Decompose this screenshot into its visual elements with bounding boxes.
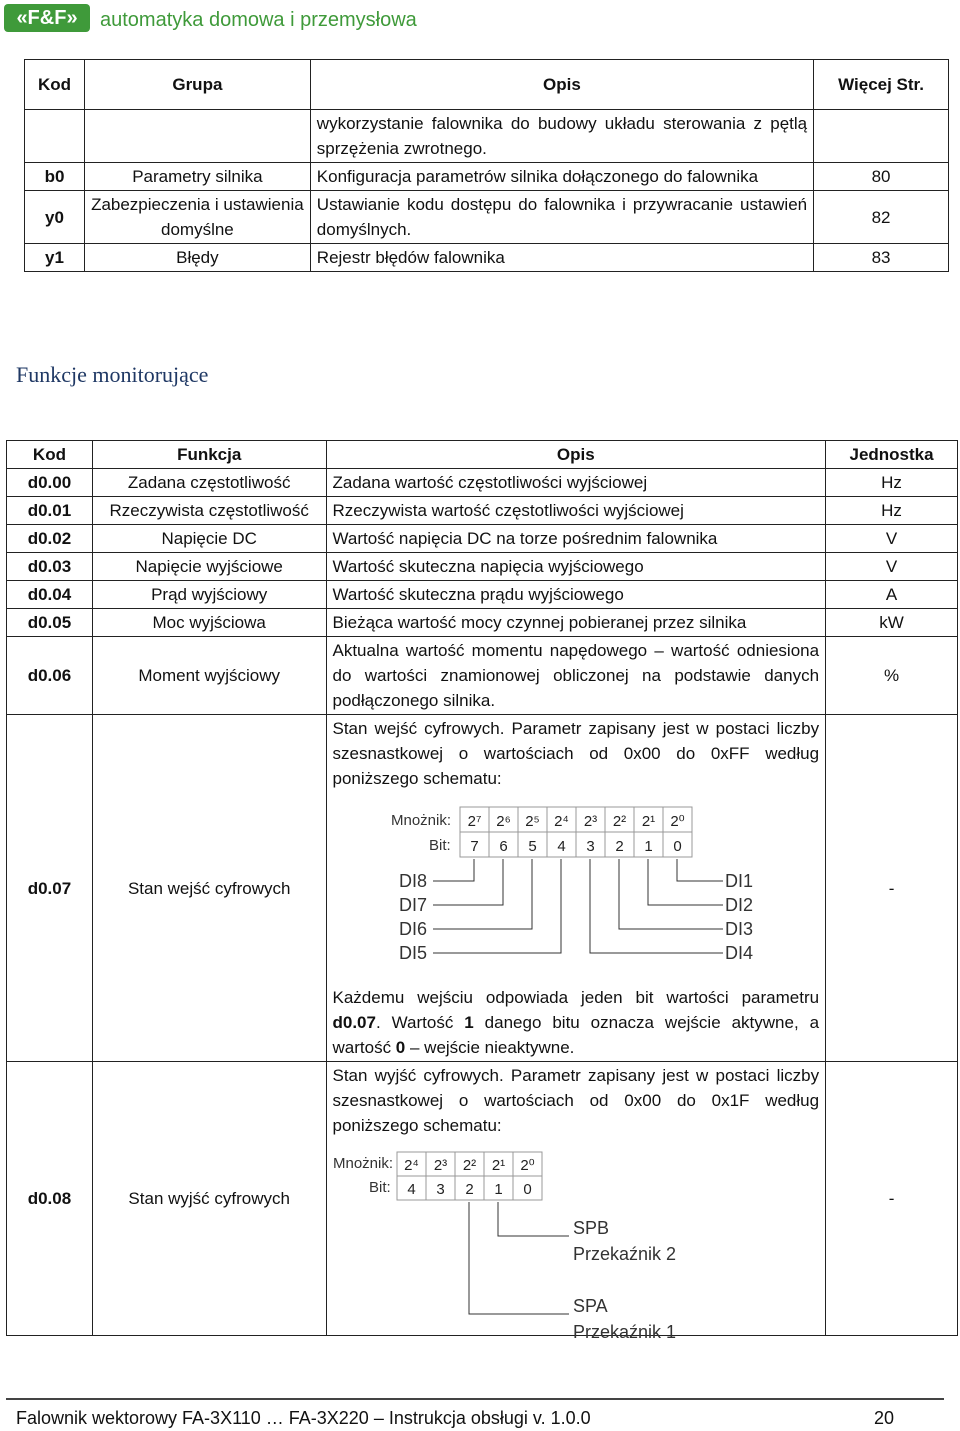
d007-intro: Stan wejść cyfrowych. Parametr zapisany jest w postaci liczby szesnastkowej o wartościach od 0x00 do 0xFF według poniższego schematu: — [332, 719, 820, 788]
monitoring-functions-table — [6, 440, 958, 1342]
table-row — [25, 110, 949, 163]
multiplier-label: Mnożnik: — [390, 812, 451, 829]
bit-value: 6 — [498, 838, 508, 855]
table-row — [7, 469, 958, 497]
header-more-page: Więcej Str. — [814, 60, 949, 110]
row-jednostka: Hz — [826, 469, 958, 497]
input-label: DI1 — [724, 871, 753, 891]
row-opis: Wartość skuteczna prądu wyjściowego — [326, 581, 826, 609]
multiplier-value: 2³ — [433, 1157, 447, 1174]
table-row-d007 — [7, 715, 958, 1062]
header-kod: Kod — [7, 441, 93, 469]
table-row — [7, 525, 958, 553]
row-funkcja: Napięcie wyjściowe — [92, 553, 326, 581]
d007-outro-one: 1 — [464, 1013, 474, 1032]
row-opis: Wartość skuteczna napięcia wyjściowego — [326, 553, 826, 581]
footer-page-number: 20 — [874, 1408, 895, 1428]
d007-outro-part: – wejście nieaktywne. — [405, 1038, 575, 1057]
input-label: DI2 — [724, 895, 753, 915]
row-page — [814, 110, 949, 163]
bit-value: 0 — [522, 1181, 532, 1198]
row-funkcja: Zadana częstotliwość — [92, 469, 326, 497]
input-label: DI6 — [398, 919, 427, 939]
footer-text: Falownik wektorowy FA-3X110 … FA-3X220 – Instrukcja obsługi v. 1.0.0 — [16, 1408, 591, 1428]
digital-inputs-bit-diagram — [333, 805, 753, 975]
row-funkcja: Prąd wyjściowy — [92, 581, 326, 609]
row-funkcja: Stan wyjść cyfrowych — [92, 1062, 326, 1336]
row-opis — [326, 1062, 826, 1342]
row-kod: d0.04 — [7, 581, 93, 609]
bit-value: 0 — [672, 838, 682, 855]
table-row — [7, 581, 958, 609]
d007-outro-part: danego bitu oznacza wejście aktywne, a wartość — [332, 1013, 820, 1057]
table-row — [25, 163, 949, 191]
input-label: DI3 — [724, 919, 753, 939]
parameter-groups-table — [24, 59, 949, 272]
table-row — [25, 191, 949, 244]
row-kod — [25, 110, 85, 163]
row-kod: y0 — [25, 191, 85, 244]
row-opis: Aktualna wartość momentu napędowego – wartość odniesiona do wartości znamionowej obliczonej na podstawie danych podłączonego silnika. — [326, 637, 826, 715]
bit-value: 1 — [643, 838, 653, 855]
bit-value: 4 — [556, 838, 566, 855]
table-header-row — [25, 60, 949, 110]
input-label: DI5 — [398, 943, 427, 963]
header-opis: Opis — [326, 441, 826, 469]
row-opis: Rejestr błędów falownika — [310, 244, 813, 272]
d007-outro-zero: 0 — [395, 1038, 406, 1057]
company-logo: «F&F» — [4, 4, 90, 32]
multiplier-value: 2¹ — [641, 813, 655, 830]
header-funkcja: Funkcja — [92, 441, 326, 469]
row-jednostka: Hz — [826, 497, 958, 525]
row-opis: Bieżąca wartość mocy czynnej pobieranej przez silnika — [326, 609, 826, 637]
row-grupa: Parametry silnika — [84, 163, 310, 191]
header-grupa: Grupa — [84, 60, 310, 110]
row-page: 80 — [814, 163, 949, 191]
multiplier-value: 2⁰ — [669, 813, 685, 830]
multiplier-value: 2⁵ — [524, 813, 540, 830]
output-label: SPA — [572, 1296, 608, 1316]
multiplier-value: 2⁴ — [403, 1157, 419, 1174]
header-opis: Opis — [310, 60, 813, 110]
table-row — [7, 553, 958, 581]
row-opis — [326, 715, 826, 1062]
row-opis: Rzeczywista wartość częstotliwości wyjściowej — [326, 497, 826, 525]
row-funkcja: Moc wyjściowa — [92, 609, 326, 637]
bit-label: Bit: — [368, 1179, 391, 1196]
row-jednostka: % — [826, 637, 958, 715]
multiplier-value: 2⁷ — [467, 813, 481, 830]
multiplier-value: 2² — [612, 813, 626, 830]
bit-label: Bit: — [428, 837, 451, 854]
input-label: DI4 — [724, 943, 753, 963]
digital-outputs-bit-diagram — [332, 1152, 693, 1342]
company-tagline: automatyka domowa i przemysłowa — [100, 9, 417, 31]
row-grupa: Błędy — [84, 244, 310, 272]
multiplier-value: 2⁰ — [519, 1157, 535, 1174]
header-jednostka: Jednostka — [826, 441, 958, 469]
output-label: Przekaźnik 2 — [572, 1244, 676, 1264]
d007-outro-part: . Wartość — [375, 1013, 465, 1032]
input-label: DI7 — [398, 895, 427, 915]
multiplier-value: 2³ — [583, 813, 597, 830]
bit-value: 3 — [585, 838, 595, 855]
row-funkcja: Rzeczywista częstotliwość — [92, 497, 326, 525]
row-funkcja: Moment wyjściowy — [92, 637, 326, 715]
row-kod: d0.01 — [7, 497, 93, 525]
multiplier-value: 2⁶ — [495, 813, 511, 830]
row-kod: d0.02 — [7, 525, 93, 553]
table-header-row — [7, 441, 958, 469]
row-page: 82 — [814, 191, 949, 244]
d007-outro-part: Każdemu wejściu odpowiada jeden bit wartości parametru — [332, 988, 820, 1007]
row-jednostka: - — [826, 1062, 958, 1336]
d007-outro — [333, 985, 820, 1060]
bit-value: 4 — [406, 1181, 416, 1198]
row-grupa — [84, 110, 310, 163]
output-label: Przekaźnik 1 — [572, 1322, 676, 1342]
row-kod: d0.00 — [7, 469, 93, 497]
row-kod: d0.08 — [7, 1062, 93, 1336]
input-label: DI8 — [398, 871, 427, 891]
header-kod: Kod — [25, 60, 85, 110]
bit-value: 5 — [527, 838, 537, 855]
table-row — [7, 497, 958, 525]
table-row — [7, 637, 958, 715]
multiplier-label: Mnożnik: — [332, 1155, 393, 1172]
bit-value: 7 — [469, 838, 479, 855]
row-funkcja: Napięcie DC — [92, 525, 326, 553]
footer-divider — [6, 1398, 944, 1400]
row-kod: b0 — [25, 163, 85, 191]
bit-value: 3 — [435, 1181, 445, 1198]
row-jednostka: V — [826, 553, 958, 581]
row-jednostka: V — [826, 525, 958, 553]
row-funkcja: Stan wejść cyfrowych — [92, 715, 326, 1062]
multiplier-value: 2¹ — [491, 1157, 505, 1174]
table-row — [25, 244, 949, 272]
d007-outro-code: d0.07 — [332, 1013, 376, 1032]
row-opis: Ustawianie kodu dostępu do falownika i przywracanie ustawień domyślnych. — [310, 191, 813, 244]
row-kod: y1 — [25, 244, 85, 272]
output-label: SPB — [572, 1218, 609, 1238]
row-opis: Konfiguracja parametrów silnika dołączonego do falownika — [310, 163, 813, 191]
d008-intro: Stan wyjść cyfrowych. Parametr zapisany jest w postaci liczby szesnastkowej o wartościach od 0x00 do 0x1F według poniższego schematu: — [332, 1066, 820, 1135]
section-title: Funkcje monitorujące — [16, 362, 209, 387]
row-jednostka: A — [826, 581, 958, 609]
row-grupa: Zabezpieczenia i ustawienia domyślne — [84, 191, 310, 244]
bit-value: 2 — [614, 838, 624, 855]
multiplier-value: 2⁴ — [553, 813, 569, 830]
row-jednostka: - — [826, 715, 958, 1062]
row-kod: d0.03 — [7, 553, 93, 581]
bit-value: 2 — [464, 1181, 474, 1198]
table-row-d008 — [7, 1062, 958, 1336]
row-opis: wykorzystanie falownika do budowy układu sterowania z pętlą sprzężenia zwrotnego. — [310, 110, 813, 163]
row-kod: d0.07 — [7, 715, 93, 1062]
row-opis: Zadana wartość częstotliwości wyjściowej — [326, 469, 826, 497]
row-kod: d0.05 — [7, 609, 93, 637]
row-opis: Wartość napięcia DC na torze pośrednim falownika — [326, 525, 826, 553]
row-jednostka: kW — [826, 609, 958, 637]
row-page: 83 — [814, 244, 949, 272]
row-kod: d0.06 — [7, 637, 93, 715]
table-row — [7, 609, 958, 637]
multiplier-value: 2² — [462, 1157, 476, 1174]
bit-value: 1 — [493, 1181, 503, 1198]
